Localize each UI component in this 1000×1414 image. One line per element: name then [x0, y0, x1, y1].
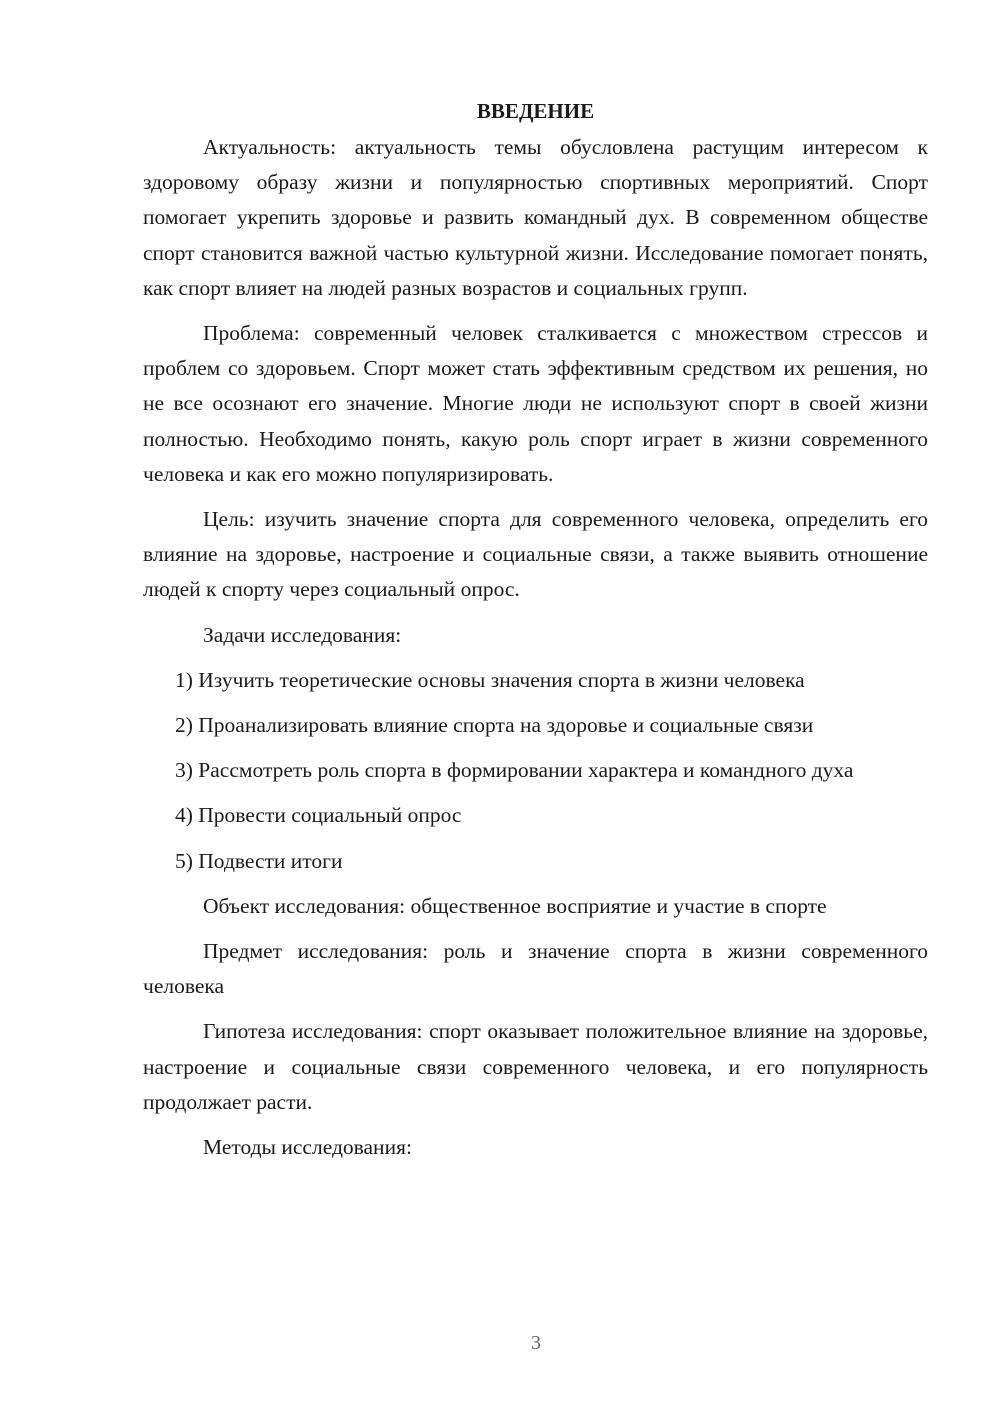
paragraph-hypothesis: Гипотеза исследования: спорт оказывает положительное влияние на здоровье, настроение и социальные связи современного человека, и его популярность продолжает расти.	[143, 1019, 928, 1114]
task-item: 2) Проанализировать влияние спорта на здоровье и социальные связи	[175, 713, 814, 738]
document-page	[143, 94, 928, 1175]
paragraph-tasks-heading: Задачи исследования:	[203, 622, 402, 647]
task-item: 4) Провести социальный опрос	[175, 803, 462, 828]
paragraph-object: Объект исследования: общественное восприятие и участие в спорте	[203, 893, 827, 918]
task-item: 1) Изучить теоретические основы значения спорта в жизни человека	[175, 667, 805, 692]
page-number: 3	[531, 1332, 541, 1354]
paragraph-relevance: Актуальность: актуальность темы обусловлена растущим интересом к здоровому образу жизни и популярностью спортивных мероприятий. Спорт помогает укрепить здоровье и развить командный дух. В современном обществе спорт становится важной частью культурной жизни. Исследование помогает понять, как спорт влияет на людей разных возрастов и социальных групп.	[143, 135, 928, 300]
section-title: ВВЕДЕНИЕ	[476, 99, 595, 123]
paragraph-subject: Предмет исследования: роль и значение спорта в жизни современного человека	[143, 939, 928, 999]
paragraph-goal: Цель: изучить значение спорта для современного человека, определить его влияние на здоровье, настроение и социальные связи, а также выявить отношение людей к спорту через социальный опрос.	[143, 507, 928, 602]
task-item: 3) Рассмотреть роль спорта в формировании характера и командного духа	[175, 758, 854, 783]
paragraph-problem: Проблема: современный человек сталкивается с множеством стрессов и проблем со здоровьем. Спорт может стать эффективным средством их решения, но не все осознают его значение. Многие люди не используют спорт в своей жизни полностью. Необходимо понять, какую роль спорт играет в жизни современного человека и как его можно популяризировать.	[143, 321, 928, 486]
task-item: 5) Подвести итоги	[175, 848, 343, 873]
paragraph-methods: Методы исследования:	[203, 1135, 412, 1160]
